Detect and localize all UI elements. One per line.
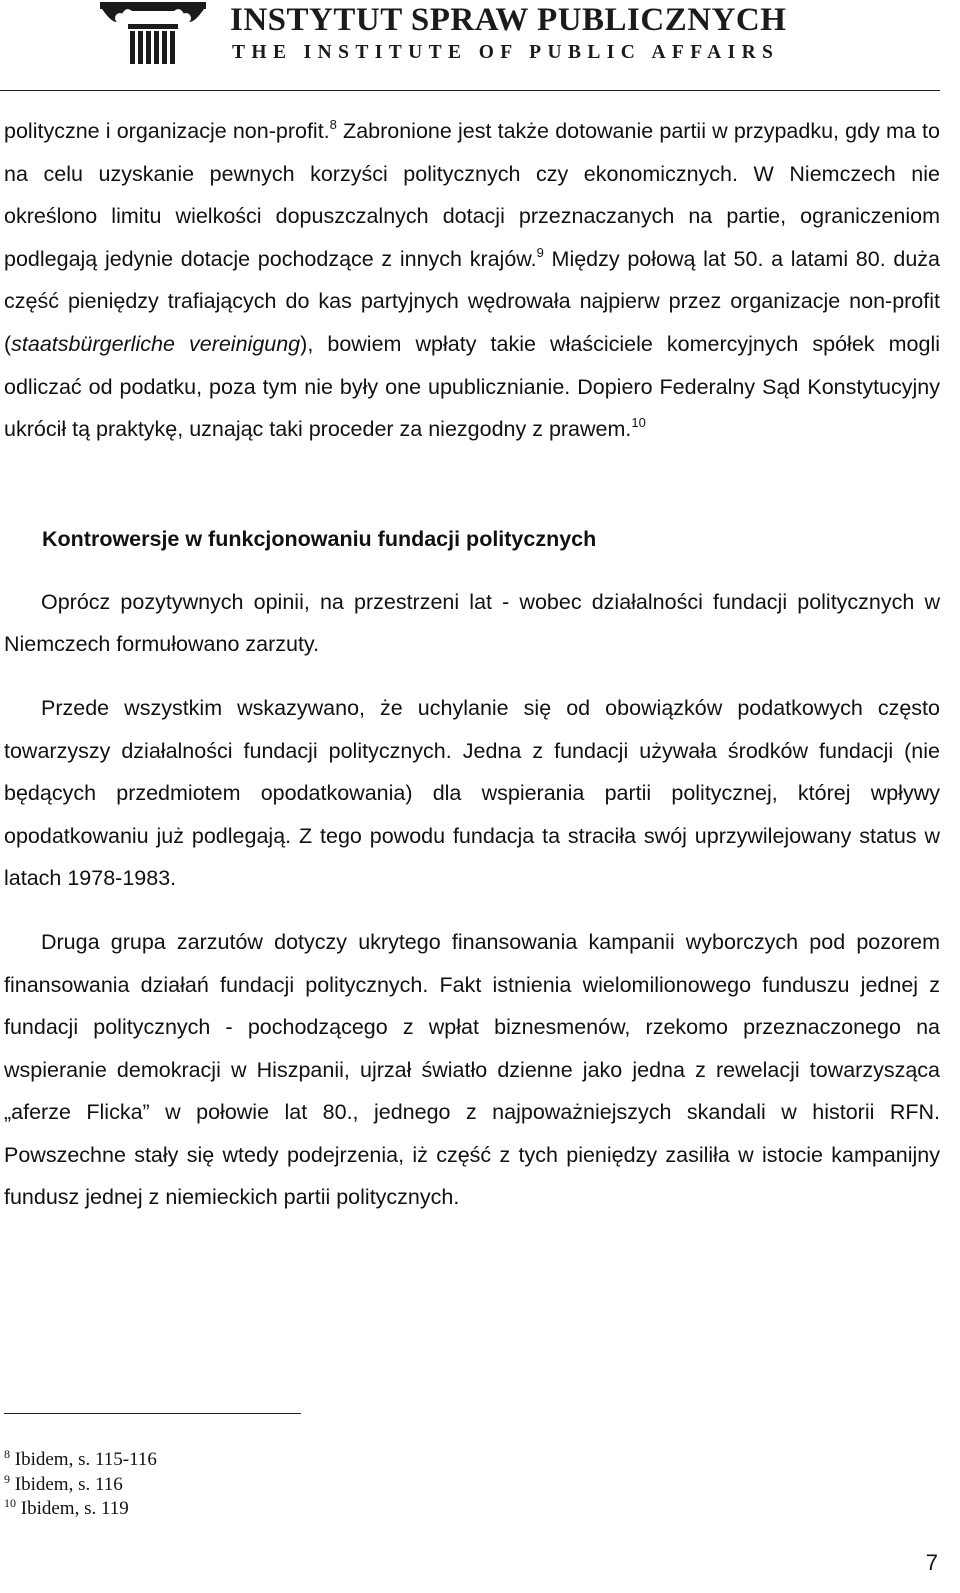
- header-divider: [0, 90, 940, 91]
- footnote-text: Ibidem, s. 119: [16, 1498, 129, 1519]
- footnote-text: Ibidem, s. 116: [10, 1473, 123, 1495]
- paragraph-1-text-c: Między połową lat 50. a latami 80. duża część pieniędzy trafiających do kas partyjnych wędrowała najpierw przez organizacje non-profit (: [4, 246, 940, 356]
- section-heading: Kontrowersje w funkcjonowaniu fundacji politycznych: [42, 526, 597, 551]
- footnote-text: Ibidem, s. 115-116: [10, 1449, 157, 1470]
- footnote-item: [4, 1473, 157, 1498]
- footnote-number: 9: [4, 1471, 10, 1486]
- paragraph-1: [4, 110, 940, 451]
- footnote-number: 8: [4, 1447, 10, 1461]
- document-body: [4, 110, 940, 1219]
- paragraph-1-text-d: ), bowiem wpłaty takie właściciele komercyjnych spółek mogli odliczać od podatku, poza tym nie były one upublicznianie. Dopiero Federalny Sąd Konstytucyjny ukrócił tą praktykę, uznając taki proceder za niezgodny z prawem.: [4, 331, 941, 442]
- institute-name-pl: INSTYTUT SPRAW PUBLICZNYCH: [230, 2, 787, 38]
- column-capital-icon: [100, 2, 206, 64]
- paragraph-1-text-b: Zabronione jest także dotowanie partii w przypadku, gdy ma to na celu uzyskanie pewnych korzyści politycznych czy ekonomicznych. W Niemczech nie określono limitu wielkości dopuszczalnych dotacji przeznaczanych na partie, ograniczeniom podlegają jedynie dotacje pochodzące z innych krajów.: [4, 119, 940, 271]
- footnotes: [4, 1448, 157, 1522]
- institute-name-en: THE INSTITUTE OF PUBLIC AFFAIRS: [232, 42, 780, 63]
- footnote-ref-10[interactable]: 10: [631, 415, 646, 431]
- paragraph-4: Druga grupa zarzutów dotyczy ukrytego finansowania kampanii wyborczych pod pozorem finansowania działań fundacji politycznych. Fakt istnienia wielomilionowego funduszu jednej z fundacji politycznych - pochodzącego z wpłat biznesmenów, rzekomo przeznaczonego na wspieranie demokracji w Hiszpanii, ujrzał światło dzienne jako jedna z rewelacji towarzysząca „aferze Flicka” w połowie lat 80., jednego z najpoważniejszych skandali w historii RFN. Powszechne stały się wtedy podejrzenia, iż część z tych pieniędzy zasiliła w istocie kampanijny fundusz jednej z niemieckich partii politycznych.: [4, 929, 940, 1210]
- footnote-divider: [4, 1413, 301, 1414]
- paragraph-1-italic-term: staatsbürgerliche vereinigung: [11, 331, 301, 356]
- paragraph-3: Przede wszystkim wskazywano, że uchylanie się od obowiązków podatkowych często towarzyszy działalności fundacji politycznych. Jedna z fundacji używała środków fundacji (nie będących przedmiotem opodatkowania) dla wspierania partii politycznej, której wpływy opodatkowaniu już podlegają. Z tego powodu fundacja ta straciła swój uprzywilejowany status w latach 1978-1983.: [4, 695, 940, 891]
- page-number: 7: [925, 1550, 938, 1575]
- page-header: [0, 0, 960, 96]
- footnote-ref-8[interactable]: 8: [329, 117, 337, 132]
- paragraph-1-text-a: polityczne i organizacje non-profit.: [4, 119, 330, 143]
- footnote-ref-9[interactable]: 9: [536, 244, 544, 260]
- footnote-item: [4, 1448, 157, 1473]
- paragraph-2: Oprócz pozytywnych opinii, na przestrzeni lat - wobec działalności fundacji politycznych w Niemczech formułowano zarzuty.: [4, 589, 940, 657]
- footnote-number: 10: [4, 1496, 16, 1510]
- footnote-item: [4, 1497, 157, 1522]
